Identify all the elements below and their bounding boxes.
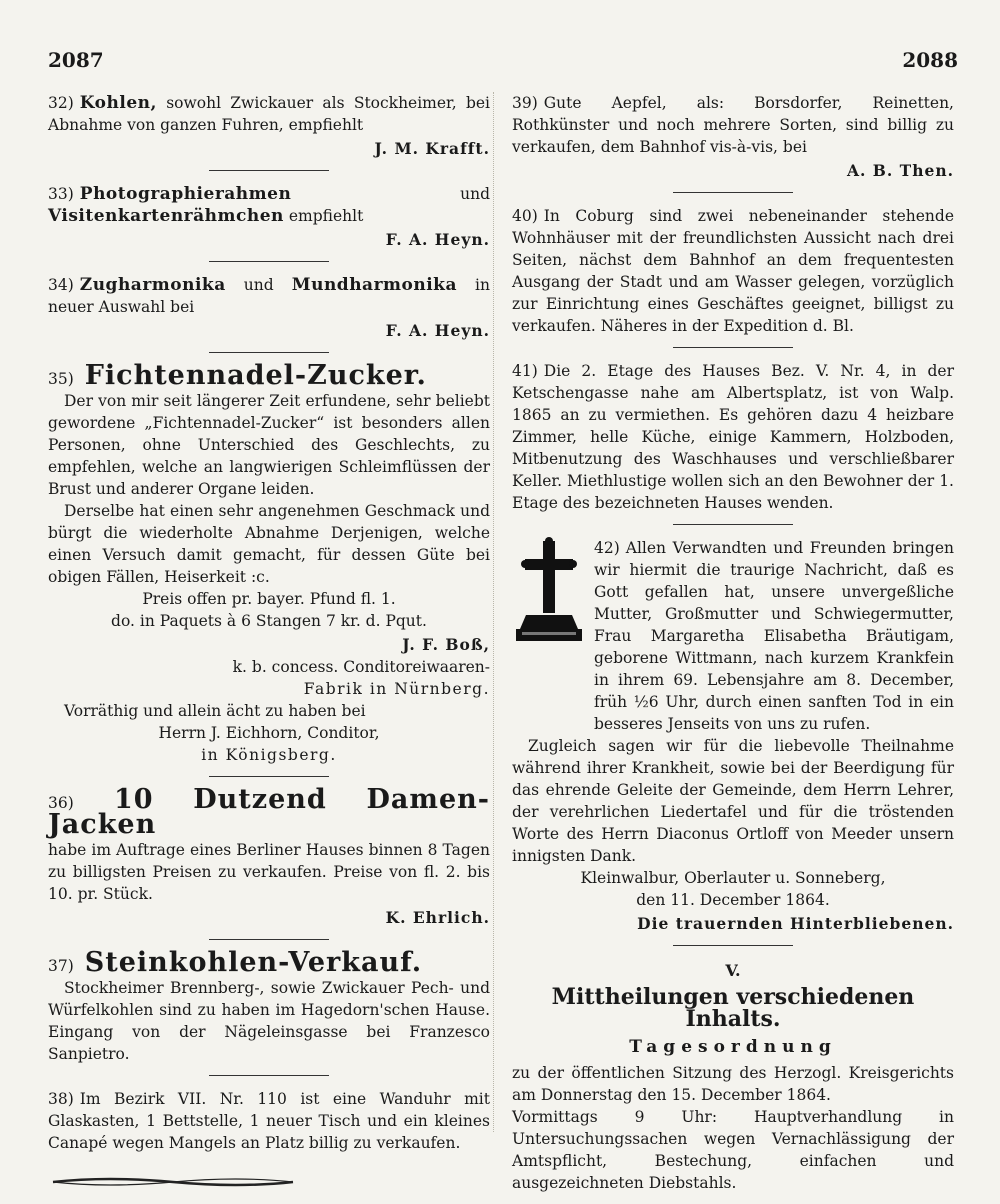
ad-paragraph: Der von mir seit längerer Zeit erfundene, sehr beliebt gewordene „Fichtennadel-Zucker“ ist besonders allen Personen, ohne Unterschied des Geschlechts, zu empfehlen, welche an langwierigen Schleimflüssen der Brust und anderer Organe leiden. [48,392,490,498]
ad-41 [512,360,954,514]
ad-text: Allen Verwandten und Freunden bringen wir hiermit die traurige Nachricht, daß es Gott gefallen hat, unsere unvergeßliche Mutter, Großmutter und Schwiegermutter, Frau Margaretha Elisabetha Bräutigam, geborene Wittmann, nach kurzem Krankfein in ihrem 69. Lebensjahre am 8. December, früh ½6 Uhr, durch einen sanften Tod in ein besseres Jenseits von uns zu rufen. [594,539,954,733]
ad-39 [512,92,954,182]
ad-text: In Coburg sind zwei nebeneinander stehende Wohnhäuser mit der freundlichsten Aussicht nach drei Seiten, nächst dem Bahnhof an dem frequentesten Ausgang der Stadt und am Wasser gelegen, vorzüglich zur Einrichtung eines Geschäftes geeignet, billigst zu verkaufen. Näheres in der Expedition d. Bl. [512,207,954,335]
separator [673,945,793,946]
right-column [512,92,954,1194]
ad-lead-2: Visitenkartenrähmchen [48,206,284,226]
ad-sig-line: k. b. concess. Conditoreiwaaren- [232,658,490,676]
ad-lead: Zugharmonika [79,275,226,295]
ad-number: 36) [48,794,74,812]
ad-date: den 11. December 1864. [636,891,830,909]
ad-number: 41) [512,362,538,380]
section-subtitle: Tagesordnung [629,1037,837,1057]
separator [209,261,329,262]
ad-text: in neuer Auswahl bei [48,276,490,316]
ad-number: 39) [512,94,538,112]
separator [673,347,793,348]
separator [209,170,329,171]
separator [673,524,793,525]
ad-37 [48,947,490,1065]
ad-text: Stockheimer Brennberg-, sowie Zwickauer Pech- und Würfelkohlen sind zu haben im Hagedorn'schen Hause. Eingang von der Nägeleinsgasse bei Franzesco Sanpietro. [48,979,490,1063]
ad-text: Die 2. Etage des Hauses Bez. V. Nr. 4, in der Ketschengasse nahe am Albertsplatz, ist von Walp. 1865 an zu vermiethen. Es gehören dazu 4 heizbare Zimmer, helle Küche, einige Kammern, Holzboden, Mitbenutzung des Waschhauses und verschließbarer Keller. Miethlustige wollen sich an den Bewohner der 1. Etage des bezeichneten Hauses wenden. [512,362,954,512]
ad-number: 40) [512,207,538,225]
ad-number: 38) [48,1090,74,1108]
ad-paragraph: Vorräthig und allein ächt zu haben bei [64,702,366,720]
ad-number: 35) [48,370,74,388]
ad-36 [48,784,490,929]
ad-headline: Steinkohlen-Verkauf. [84,947,423,978]
ad-signature: F. A. Heyn. [385,230,490,249]
section-title: Mittheilungen verschiedenen Inhalts. [551,984,915,1032]
ad-33 [48,183,490,251]
ad-text: habe im Auftrage eines Berliner Hauses binnen 8 Tagen zu billigsten Preisen zu verkaufen. Preise von fl. 2. bis 10. pr. Stück. [48,841,490,903]
ad-signature: J. M. Krafft. [374,139,490,158]
ad-headline: Fichtennadel-Zucker. [84,360,427,391]
ad-price: do. in Paquets à 6 Stangen 7 kr. d. Pqut. [111,612,427,630]
ad-headline: 10 Dutzend Damen-Jacken [48,784,490,840]
memorial-cross-icon [512,537,586,735]
section-numeral: V. [725,961,741,980]
section-item: Vormittags 9 Uhr: Hauptverhandlung in Untersuchungssachen wegen Vernachlässigung der Amtspflicht, Bestechung, einfachen und ausgezeichneten Diebstahls. [512,1108,954,1192]
ad-text: Gute Aepfel, als: Borsdorfer, Reinetten, Rothkünster und noch mehrere Sorten, sind billig zu verkaufen, dem Bahnhof vis-à-vis, bei [512,94,954,156]
separator [673,192,793,193]
separator [209,1075,329,1076]
column-divider [493,92,494,1132]
ad-signature: J. F. Boß, [402,635,490,654]
ad-signature: K. Ehrlich. [385,908,490,927]
section-v [512,960,954,1194]
ad-35 [48,360,490,766]
ad-42 [512,537,954,935]
left-column [48,92,490,1194]
ad-lead: Kohlen, [79,93,157,113]
ad-text: sowohl Zwickauer als Stockheimer, bei Abnahme von ganzen Fuhren, empfiehlt [48,94,490,134]
ad-text-mid: und [460,185,490,203]
section-intro: zu der öffentlichen Sitzung des Herzogl. Kreisgerichts am Donnerstag den 15. December 1864. [512,1064,954,1104]
ad-32 [48,92,490,160]
ad-lead: Photographierahmen [79,184,292,204]
ad-38 [48,1088,490,1154]
ad-number: 32) [48,94,74,112]
ad-text: Im Bezirk VII. Nr. 110 ist eine Wanduhr mit Glaskasten, 1 Bettstelle, 1 neuer Tisch und ein kleines Canapé wegen Mangels an Platz billig zu verkaufen. [48,1090,490,1152]
ad-sig-line: Fabrik in Nürnberg. [303,680,490,698]
ad-paragraph: Herrn J. Eichhorn, Conditor, [158,724,380,742]
ad-paragraph: Derselbe hat einen sehr angenehmen Geschmack und bürgt die wiederholte Abnahme Derjenigen, welche einen Versuch damit gemacht, für dessen Güte bei obigen Fällen, Heiserkeit :c. [48,502,490,586]
ad-number: 37) [48,957,74,975]
page-number-left: 2087 [48,48,104,72]
separator [209,939,329,940]
ad-paragraph: in Königsberg. [201,746,337,764]
separator [209,352,329,353]
ad-lead-2: Mundharmonika [291,275,457,295]
separator [209,776,329,777]
ad-paragraph: Zugleich sagen wir für die liebevolle Theilnahme während ihrer Krankheit, sowie bei der Beerdigung für das ehrende Geleite der Gemeinde, dem Herrn Lehrer, der verehrlichen Liedertafel und für die tröstenden Worte des Herrn Diaconus Ortloff von Meeder unsern innigsten Dank. [512,737,954,865]
ad-place: Kleinwalbur, Oberlauter u. Sonneberg, [580,869,886,887]
ad-number: 34) [48,276,74,294]
page-number-right: 2088 [902,48,958,72]
ad-price: Preis offen pr. bayer. Pfund fl. 1. [142,590,396,608]
ad-signature: A. B. Then. [846,161,954,180]
ad-40 [512,205,954,337]
ad-number: 42) [594,539,620,557]
ad-34 [48,274,490,342]
ornamental-rule [48,1176,298,1188]
ad-signature: F. A. Heyn. [385,321,490,340]
ad-text-mid: und [243,276,274,294]
ad-number: 33) [48,185,74,203]
ad-signature: Die trauernden Hinterbliebenen. [637,914,954,933]
ad-text: empfiehlt [288,207,364,225]
